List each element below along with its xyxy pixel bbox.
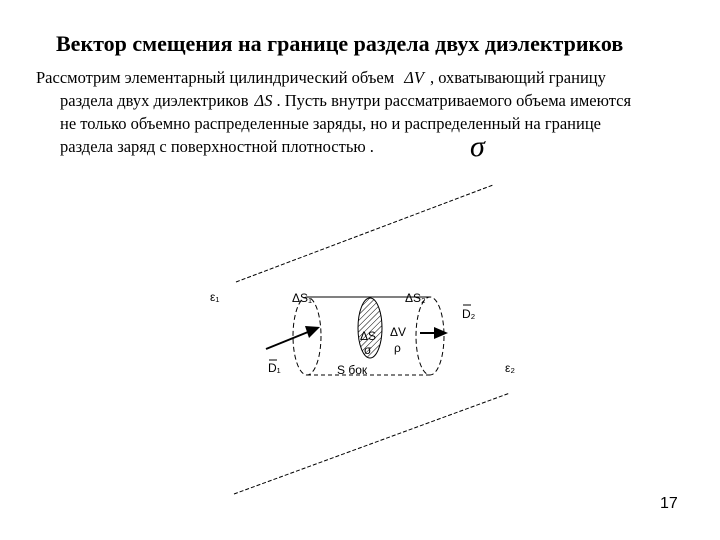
ds-label: ΔS: [360, 329, 377, 343]
eps1-label: ε₁: [210, 290, 220, 304]
lower-boundary-line: [234, 393, 510, 494]
slide-title: Вектор смещения на границе раздела двух диэлектриков: [56, 31, 624, 56]
eps2-label: ε₂: [505, 361, 516, 375]
sigma-label: σ: [364, 343, 372, 357]
paragraph-line-4: раздела заряд с поверхностной плотностью .: [60, 137, 374, 156]
d1-label: D₁: [268, 361, 281, 375]
dv-label: ΔV: [390, 325, 407, 339]
rho-label: ρ: [394, 341, 401, 355]
line2-text-b: . Пусть внутри рассматриваемого объема имеются: [276, 91, 632, 110]
line1-text-b: , охватывающий границу: [429, 68, 606, 87]
s-side-label: S бок: [337, 363, 368, 377]
page-number: 17: [660, 495, 678, 512]
d1-arrow-shaft: [266, 332, 308, 349]
upper-boundary-line: [236, 185, 493, 282]
sigma-symbol: σ: [470, 130, 485, 163]
d2-arrowhead: [434, 327, 448, 339]
delta-s-symbol: ΔS: [254, 91, 273, 110]
d2-label: D₂: [462, 307, 476, 321]
ds2-label: ΔS₂: [405, 291, 426, 305]
ds1-label: ΔS₁: [292, 291, 313, 305]
line1-text-a: Рассмотрим элементарный цилиндрический объем: [36, 68, 395, 87]
d1-arrowhead: [305, 326, 320, 338]
delta-v-symbol: ΔV: [404, 68, 424, 87]
line2-text-a: раздела двух диэлектриков: [60, 91, 249, 110]
paragraph-line-3: не только объемно распределенные заряды, но и распределенный на границе: [60, 114, 601, 133]
